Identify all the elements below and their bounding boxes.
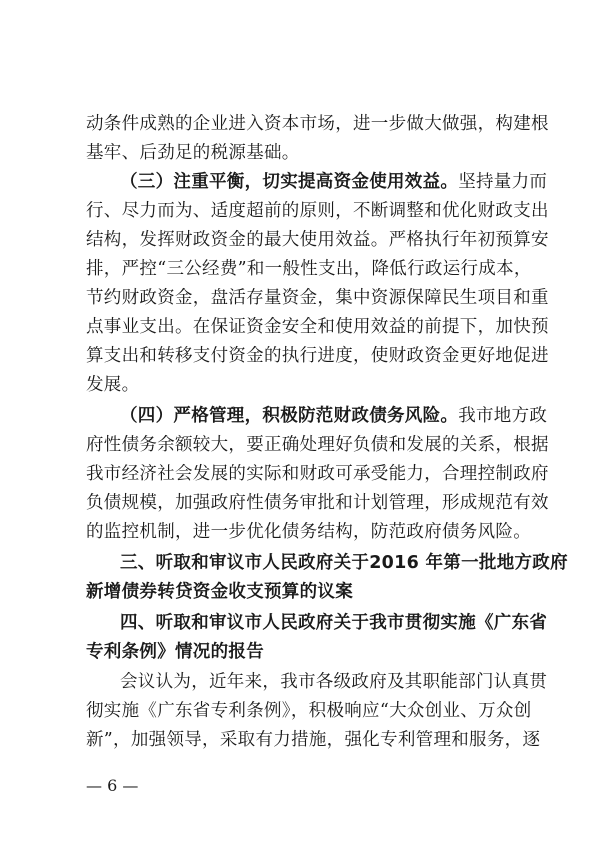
section-paragraph-4 (120, 404, 548, 428)
body-line: 结构，发挥财政资金的最大使用效益。严格执行年初预算安 (86, 230, 549, 250)
body-line: 发展。 (86, 375, 140, 395)
section-lead-3: （三）注重平衡，切实提高资金使用效益。 (120, 172, 459, 192)
agenda-heading-3-cont: 新增债券转贷资金收支预算的议案 (86, 582, 353, 602)
body-line: 负债规模，加强政府性债务审批和计划管理，形成规范有效 (86, 493, 549, 513)
body-line: 府性债务余额较大，要正确处理好负债和发展的关系，根据 (86, 435, 549, 455)
agenda-heading-4-cont: 专利条例》情况的报告 (86, 642, 264, 662)
body-line: 点事业支出。在保证资金安全和使用效益的前提下，加快预 (86, 317, 549, 337)
body-line: 基牢、后劲足的税源基础。 (86, 143, 300, 163)
body-line: 我市经济社会发展的实际和财政可承受能力，合理控制政府 (86, 464, 549, 484)
body-line: 算支出和转移支付资金的执行进度，使财政资金更好地促进 (86, 346, 549, 366)
body-line: 节约财政资金，盘活存量资金，集中资源保障民生项目和重 (86, 288, 549, 308)
agenda-heading-3: 三、听取和审议市人民政府关于2016 年第一批地方政府 (120, 553, 568, 573)
body-text: 我市地方政 (458, 406, 548, 426)
section-lead-4: （四）严格管理，积极防范财政债务风险。 (120, 406, 459, 426)
body-line: 动条件成熟的企业进入资本市场，进一步做大做强，构建根 (86, 114, 549, 134)
section-paragraph-3 (120, 170, 548, 194)
page-number: — 6 — (86, 776, 139, 795)
body-line: 的监控机制，进一步优化债务结构，防范政府债务风险。 (86, 522, 531, 542)
body-line: 会议认为，近年来，我市各级政府及其职能部门认真贯 (120, 672, 548, 692)
body-line: 排，严控“三公经费”和一般性支出，降低行政运行成本， (86, 259, 532, 279)
body-line: 新”，加强领导，采取有力措施，强化专利管理和服务，逐 (86, 730, 541, 750)
body-text: 坚持量力而 (458, 172, 548, 192)
body-line: 彻实施《广东省专利条例》，积极响应“大众创业、万众创 (86, 701, 532, 721)
agenda-heading-4: 四、听取和审议市人民政府关于我市贯彻实施《广东省 (120, 613, 548, 633)
body-line: 行、尽力而为、适度超前的原则，不断调整和优化财政支出 (86, 201, 549, 221)
